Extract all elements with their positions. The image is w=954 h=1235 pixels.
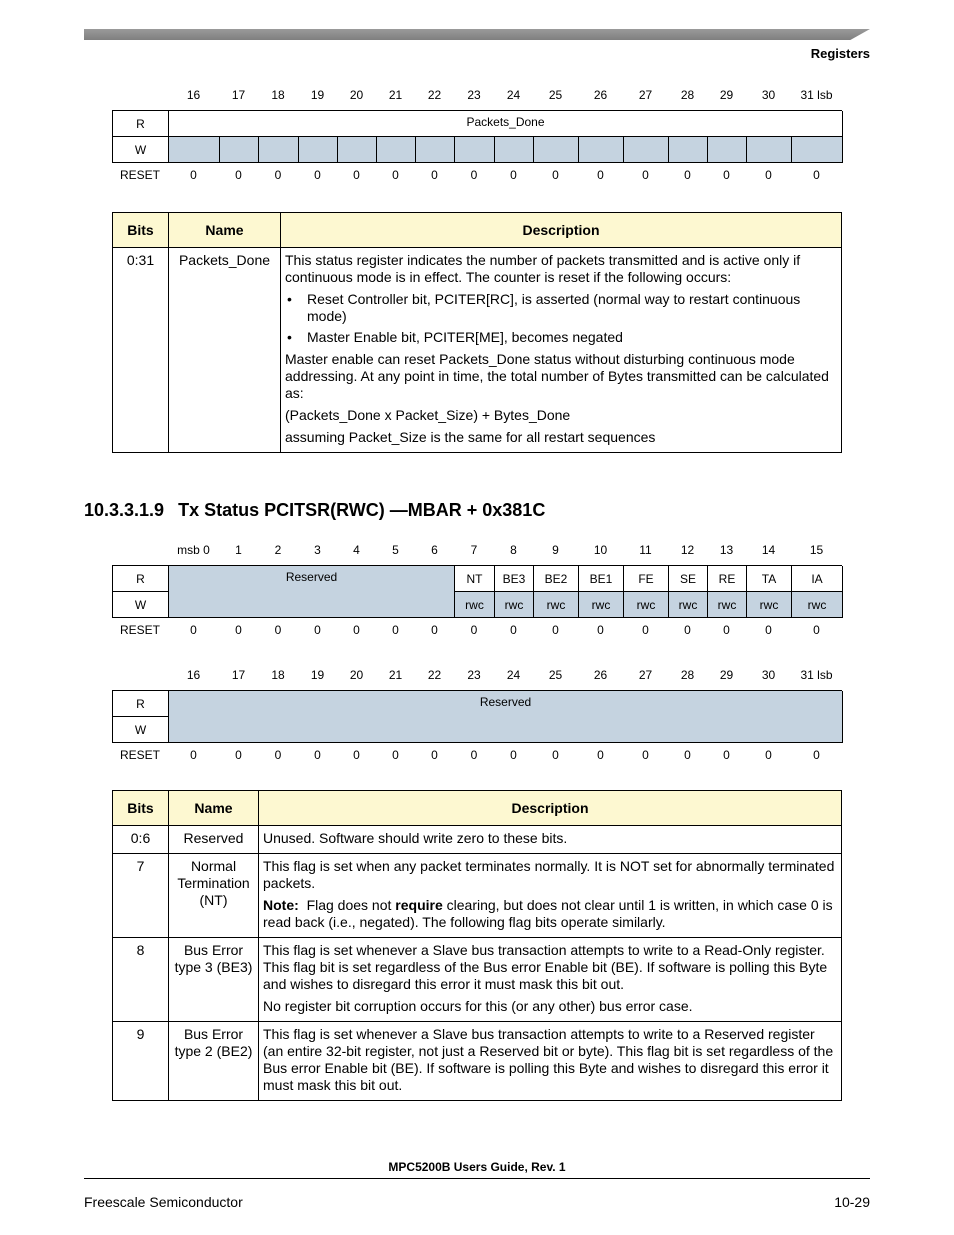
- reset-value: 0: [765, 623, 772, 637]
- cell-description: [259, 826, 842, 854]
- bit-number-row: [112, 668, 842, 690]
- reset-value: 0: [765, 168, 772, 182]
- reset-value: 0: [684, 168, 691, 182]
- cell-description: [281, 248, 842, 453]
- reset-value: 0: [470, 168, 478, 182]
- flag-access: rwc: [747, 592, 792, 618]
- desc-paragraph: This flag is set when any packet terminates normally. It is NOT set for abnormally terminated packets.: [263, 858, 835, 891]
- cell-name: Packets_Done: [169, 248, 281, 453]
- flag-field: TA: [747, 566, 792, 592]
- cell-name: Normal Termination (NT): [169, 854, 259, 938]
- bit-number: 6: [431, 543, 438, 557]
- reset-value: 0: [431, 748, 438, 762]
- footer-company: Freescale Semiconductor: [84, 1194, 243, 1210]
- desc-bullet: • Reset Controller bit, PCITER[RC], is asserted (normal way to restart continuous mode): [285, 291, 837, 325]
- footer-doc-title: MPC5200B Users Guide, Rev. 1: [388, 1160, 566, 1174]
- cell-bits: 8: [113, 938, 169, 1022]
- reset-value: 0: [765, 748, 772, 762]
- col-header-bits: Bits: [113, 213, 169, 248]
- bit-number: 29: [719, 88, 734, 102]
- flag-access: rwc: [708, 592, 747, 618]
- bit-number: 9: [552, 543, 559, 557]
- cell-name: Bus Error type 3 (BE3): [169, 938, 259, 1022]
- desc-note: [263, 897, 837, 931]
- write-bit-cell: [299, 137, 338, 163]
- desc-paragraph: This status register indicates the number of packets transmitted and is active only if continuous mode is in effect. The counter is reset if the following occurs:: [285, 252, 801, 285]
- field-description-table-1: [112, 212, 842, 453]
- reset-value: 0: [597, 748, 604, 762]
- reset-value: 0: [723, 748, 730, 762]
- write-bit-cell: [455, 137, 495, 163]
- col-header-description: Description: [259, 791, 842, 826]
- bit-number: 21: [388, 88, 403, 102]
- reset-value: 0: [235, 748, 242, 762]
- reset-value: 0: [314, 168, 321, 182]
- bit-number: 27: [638, 88, 653, 102]
- bit-number: 28: [680, 668, 695, 682]
- reset-value: 0: [552, 623, 559, 637]
- bit-number-row: [112, 543, 842, 565]
- bit-number: 17: [231, 668, 246, 682]
- bit-number: 25: [548, 88, 563, 102]
- write-bit-cell: [259, 137, 299, 163]
- row-label-w: W: [113, 592, 169, 618]
- bit-number: 1: [235, 543, 242, 557]
- reset-value: 0: [552, 748, 559, 762]
- bit-number: 20: [349, 668, 364, 682]
- bit-number: 23: [467, 668, 481, 682]
- footer-rule: [84, 1178, 870, 1179]
- reset-value: 0: [353, 748, 360, 762]
- col-header-bits: Bits: [113, 791, 169, 826]
- write-bit-cell: [220, 137, 259, 163]
- bit-number: 30: [761, 668, 776, 682]
- table-row: [113, 854, 842, 938]
- footer-page-number: 10-29: [834, 1194, 870, 1210]
- write-bit-cell: [338, 137, 377, 163]
- row-label-w: W: [113, 717, 169, 743]
- bit-number: 30: [761, 88, 776, 102]
- write-bit-cell: [495, 137, 534, 163]
- flag-field: SE: [669, 566, 708, 592]
- register-grid: [112, 565, 842, 618]
- cell-name: Bus Error type 2 (BE2): [169, 1022, 259, 1101]
- desc-paragraph: Master enable can reset Packets_Done status without disturbing continuous mode addressing. At any point in time, the total number of Bytes transmitted can be calculated as:: [285, 351, 829, 401]
- flag-field: FE: [624, 566, 669, 592]
- cell-description: [259, 854, 842, 938]
- bit-number: 19: [310, 668, 325, 682]
- bit-number: 13: [719, 543, 734, 557]
- note-text: Flag does not: [306, 897, 392, 913]
- reset-value: 0: [813, 168, 820, 182]
- reset-value: 0: [353, 168, 360, 182]
- bit-number: 3: [314, 543, 321, 557]
- flag-access: rwc: [455, 592, 495, 618]
- reset-value: 0: [314, 623, 321, 637]
- row-label-r: R: [113, 691, 169, 717]
- register-diagram-pcitsr-low: [112, 668, 842, 768]
- write-bit-cell: [669, 137, 708, 163]
- reset-label: RESET: [119, 748, 161, 762]
- reset-value: 0: [813, 623, 820, 637]
- reset-value: 0: [642, 748, 649, 762]
- bit-number: 4: [353, 543, 360, 557]
- bit-number: 20: [349, 88, 364, 102]
- reset-row: [112, 168, 842, 188]
- field-packets-done: Packets_Done: [169, 111, 843, 137]
- flag-field: NT: [455, 566, 495, 592]
- reset-value: 0: [431, 623, 438, 637]
- bit-number: 24: [506, 668, 521, 682]
- bit-number-row: [112, 88, 842, 110]
- bit-number: 22: [427, 668, 442, 682]
- bit-number: 25: [548, 668, 563, 682]
- desc-paragraph: Unused. Software should write zero to these bits.: [263, 830, 568, 846]
- register-diagram-pcitsr-high: [112, 543, 842, 643]
- reset-value: 0: [470, 623, 478, 637]
- bit-number: 11: [639, 543, 652, 557]
- reset-value: 0: [190, 748, 197, 762]
- bit-number: 15: [809, 543, 824, 557]
- flag-field: IA: [792, 566, 843, 592]
- col-header-name: Name: [169, 791, 259, 826]
- note-label: Note:: [263, 897, 299, 913]
- register-grid: [112, 110, 842, 163]
- reset-row: [112, 748, 842, 768]
- desc-formula: (Packets_Done x Packet_Size) + Bytes_Done: [285, 407, 571, 423]
- bit-number: 16: [186, 668, 201, 682]
- write-bit-cell: [377, 137, 416, 163]
- table-row: [113, 1022, 842, 1101]
- table-row: [113, 938, 842, 1022]
- reset-label: RESET: [119, 623, 161, 637]
- cell-name: Reserved: [169, 826, 259, 854]
- flag-field: BE1: [579, 566, 624, 592]
- bit-number: 5: [392, 543, 399, 557]
- desc-bullet-list: [285, 291, 837, 346]
- bit-number: 18: [271, 668, 285, 682]
- reset-value: 0: [723, 168, 730, 182]
- desc-paragraph: No register bit corruption occurs for this (or any other) bus error case.: [263, 998, 693, 1014]
- bit-number: 23: [467, 88, 481, 102]
- reset-value: 0: [235, 168, 242, 182]
- bit-number: msb 0: [177, 543, 210, 557]
- col-header-description: Description: [281, 213, 842, 248]
- cell-description: [259, 1022, 842, 1101]
- reset-value: 0: [642, 623, 649, 637]
- reset-value: 0: [642, 168, 649, 182]
- flag-access: rwc: [534, 592, 579, 618]
- reset-value: 0: [552, 168, 559, 182]
- table-row: [113, 826, 842, 854]
- section-number: 10.3.3.1.9: [84, 500, 165, 520]
- reset-value: 0: [510, 623, 517, 637]
- bit-number: 8: [510, 543, 517, 557]
- reset-value: 0: [274, 748, 282, 762]
- desc-paragraph: assuming Packet_Size is the same for all restart sequences: [285, 429, 656, 445]
- flag-field: BE2: [534, 566, 579, 592]
- bit-number: 22: [427, 88, 442, 102]
- section-label: Registers: [810, 46, 870, 61]
- desc-paragraph: This flag is set whenever a Slave bus transaction attempts to write to a Read-Only register. This flag bit is set regardless of the Bus error Enable bit (BE). If software is polling this Byte and wishes to disregard this error it must mask this bit out.: [263, 942, 828, 992]
- bit-number: 17: [231, 88, 246, 102]
- field-reserved: Reserved: [169, 566, 455, 618]
- reset-value: 0: [392, 168, 399, 182]
- register-grid: [112, 690, 842, 743]
- bit-number: 24: [506, 88, 521, 102]
- reset-value: 0: [597, 623, 604, 637]
- flag-access: rwc: [579, 592, 624, 618]
- reset-value: 0: [684, 748, 691, 762]
- write-bit-cell: [579, 137, 624, 163]
- reset-value: 0: [510, 168, 517, 182]
- bit-number: 7: [470, 543, 478, 557]
- write-bit-cell: [792, 137, 843, 163]
- flag-access: rwc: [669, 592, 708, 618]
- cell-bits: 0:6: [113, 826, 169, 854]
- field-description-table-2: [112, 790, 842, 1101]
- section-title: Tx Status PCITSR(RWC) —MBAR + 0x381C: [178, 500, 546, 520]
- note-text: clearing, but does not clear until 1 is written, in which case 0 is read back (i.e., negated). The following flag bits operate similarly.: [263, 897, 833, 930]
- reset-value: 0: [392, 623, 399, 637]
- register-diagram-packets-done: [112, 88, 842, 188]
- cell-description: [259, 938, 842, 1022]
- reset-value: 0: [813, 748, 820, 762]
- reset-value: 0: [274, 168, 282, 182]
- write-bit-cell: [747, 137, 792, 163]
- bit-number: 28: [680, 88, 695, 102]
- reset-value: 0: [392, 748, 399, 762]
- cell-bits: 0:31: [113, 248, 169, 453]
- flag-access: rwc: [624, 592, 669, 618]
- flag-access: rwc: [792, 592, 843, 618]
- reset-value: 0: [235, 623, 242, 637]
- bit-number: 31 lsb: [800, 88, 833, 102]
- bit-number: 31 lsb: [800, 668, 833, 682]
- reset-label: RESET: [119, 168, 161, 182]
- col-header-name: Name: [169, 213, 281, 248]
- reset-value: 0: [314, 748, 321, 762]
- bit-number: 26: [593, 668, 608, 682]
- row-label-w: W: [113, 137, 169, 163]
- flag-access: rwc: [495, 592, 534, 618]
- reset-value: 0: [190, 623, 197, 637]
- reset-value: 0: [470, 748, 478, 762]
- reset-value: 0: [274, 623, 282, 637]
- reset-value: 0: [723, 623, 730, 637]
- header-rule: [84, 29, 870, 40]
- bit-number: 27: [638, 668, 653, 682]
- row-label-r: R: [113, 566, 169, 592]
- write-bit-cell: [416, 137, 455, 163]
- bit-number: 12: [680, 543, 695, 557]
- note-emphasis: require: [395, 897, 443, 913]
- table-row: [113, 248, 842, 453]
- field-reserved: Reserved: [169, 691, 843, 743]
- bit-number: 26: [593, 88, 608, 102]
- bit-number: 19: [310, 88, 325, 102]
- desc-paragraph: This flag is set whenever a Slave bus transaction attempts to write to a Reserved register (an entire 32-bit register, not just a Reserved bit or byte). This flag bit is set regardless of the Bus error Enable bit (BE). If software is polling this Byte and wishes to disregard this error it must mask this bit out.: [263, 1026, 834, 1093]
- bit-number: 18: [271, 88, 285, 102]
- reset-row: [112, 623, 842, 643]
- write-bit-cell: [169, 137, 220, 163]
- desc-bullet: • Master Enable bit, PCITER[ME], becomes negated: [285, 329, 837, 346]
- reset-value: 0: [597, 168, 604, 182]
- bit-number: 21: [388, 668, 403, 682]
- flag-field: BE3: [495, 566, 534, 592]
- bit-number: 10: [593, 543, 608, 557]
- bit-number: 14: [761, 543, 776, 557]
- bit-number: 2: [274, 543, 282, 557]
- write-bit-cell: [624, 137, 669, 163]
- reset-value: 0: [190, 168, 197, 182]
- bit-number: 16: [186, 88, 201, 102]
- cell-bits: 9: [113, 1022, 169, 1101]
- cell-bits: 7: [113, 854, 169, 938]
- section-heading: [84, 500, 545, 521]
- flag-field: RE: [708, 566, 747, 592]
- reset-value: 0: [353, 623, 360, 637]
- write-bit-cell: [708, 137, 747, 163]
- row-label-r: R: [113, 111, 169, 137]
- write-bit-cell: [534, 137, 579, 163]
- reset-value: 0: [684, 623, 691, 637]
- bit-number: 29: [719, 668, 734, 682]
- reset-value: 0: [431, 168, 438, 182]
- reset-value: 0: [510, 748, 517, 762]
